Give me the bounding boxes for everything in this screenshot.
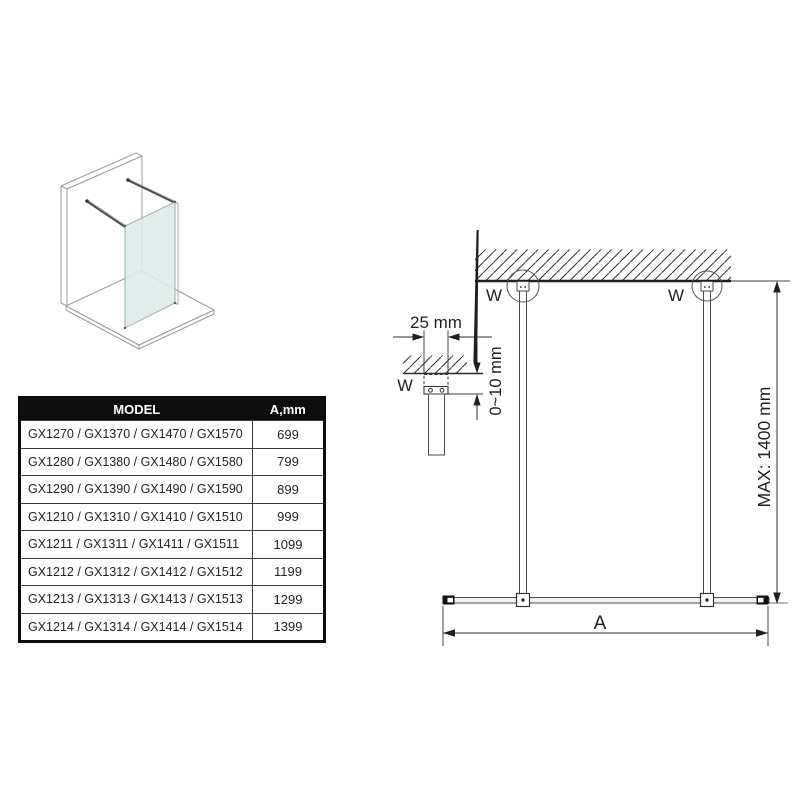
detail-dim-gap-label: 0~10 mm [487, 346, 505, 416]
detail-ceiling-hatch [403, 356, 467, 374]
isometric-shower-panel-figure [40, 138, 235, 358]
table-row [20, 476, 325, 504]
width-cell: 699 [253, 421, 325, 449]
model-cell: GX1290 / GX1390 / GX1490 / GX1590 [20, 476, 253, 504]
model-cell: GX1210 / GX1310 / GX1410 / GX1510 [20, 503, 253, 531]
detail-rod [429, 394, 445, 455]
model-cell: GX1214 / GX1314 / GX1414 / GX1514 [20, 613, 253, 642]
width-cell: 1199 [253, 558, 325, 586]
table-row [20, 531, 325, 559]
detail-screw [429, 388, 433, 392]
hanger-rod-right [692, 271, 722, 598]
header-model: MODEL [20, 398, 253, 421]
wall-left-face [61, 186, 67, 306]
width-cell: 799 [253, 448, 325, 476]
max-height-label: MAX: 1400 mm [754, 386, 774, 508]
model-spec-table [18, 396, 326, 643]
glass-top-bar [443, 594, 789, 607]
installation-dimension-drawing [385, 230, 800, 655]
header-a-mm: A,mm [253, 398, 325, 421]
detail-dim-width-label: 25 mm [410, 313, 462, 332]
model-cell: GX1213 / GX1313 / GX1413 / GX1513 [20, 586, 253, 614]
detail-screw [440, 388, 444, 392]
bracket-detail-view [393, 230, 492, 455]
detail-wall-marker-label: W [397, 377, 413, 395]
table-row [20, 421, 325, 449]
ceiling-bracket-left [517, 282, 529, 292]
width-cell: 999 [253, 503, 325, 531]
model-cell: GX1270 / GX1370 / GX1470 / GX1570 [20, 421, 253, 449]
dimension-max-height [773, 281, 781, 604]
ceiling-bracket-right [701, 282, 713, 292]
table-row [20, 448, 325, 476]
hanger-rod-left [507, 270, 539, 598]
width-cell: 1299 [253, 586, 325, 614]
table-row [20, 586, 325, 614]
table-row [20, 503, 325, 531]
wall-marker-left-label: W [485, 286, 503, 305]
model-cell: GX1211 / GX1311 / GX1411 / GX1511 [20, 531, 253, 559]
table-row [20, 558, 325, 586]
rod-wall-mount-dot [126, 178, 130, 182]
rod-wall-mount-dot [85, 199, 89, 203]
width-cell: 1399 [253, 613, 325, 642]
detail-bracket-hidden [424, 375, 448, 387]
ceiling [475, 250, 790, 282]
detail-bracket-plate [424, 387, 448, 395]
width-cell: 1099 [253, 531, 325, 559]
model-cell: GX1280 / GX1380 / GX1480 / GX1580 [20, 448, 253, 476]
table-header-row [20, 398, 325, 421]
wall-marker-right-label: W [667, 286, 685, 305]
width-a-label: A [593, 613, 607, 634]
model-cell: GX1212 / GX1312 / GX1412 / GX1512 [20, 558, 253, 586]
ceiling-hatch [475, 250, 731, 281]
width-cell: 899 [253, 476, 325, 504]
table-row [20, 613, 325, 642]
